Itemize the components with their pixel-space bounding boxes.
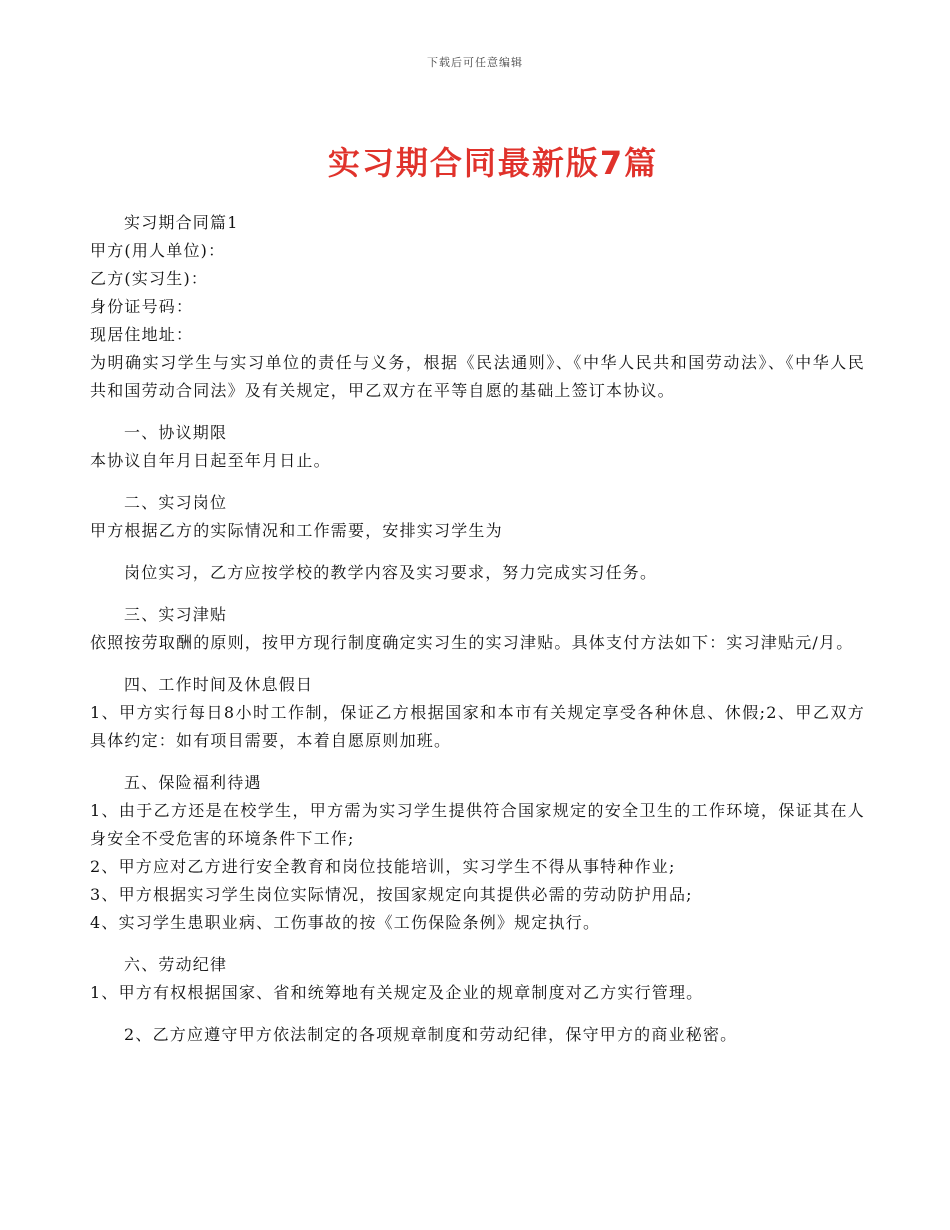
- address-line: 现居住地址：: [90, 325, 194, 344]
- paragraph: 2、乙方应遵守甲方依法制定的各项规章制度和劳动纪律，保守甲方的商业秘密。: [124, 1025, 738, 1044]
- paragraph: 1、由于乙方还是在校学生，甲方需为实习学生提供符合国家规定的安全卫生的工作环境，保证其在人身安全不受危害的环境条件下工作;: [90, 801, 865, 848]
- section-heading: 五、保险福利待遇: [124, 773, 262, 792]
- section-heading: 一、协议期限: [124, 423, 228, 442]
- paragraph: 1、甲方实行每日8小时工作制，保证乙方根据国家和本市有关规定享受各种休息、休假;2、甲乙双方具体约定：如有项目需要，本着自愿原则加班。: [90, 703, 865, 750]
- paragraph: 本协议自年月日起至年月日止。: [90, 451, 331, 470]
- id-number-line: 身份证号码：: [90, 297, 194, 316]
- paragraph: 3、甲方根据实习学生岗位实际情况，按国家规定向其提供必需的劳动防护用品;: [90, 885, 693, 904]
- header-note: 下载后可任意编辑: [427, 56, 523, 69]
- section-heading: 三、实习津贴: [124, 605, 228, 624]
- section-heading: 实习期合同篇1: [124, 213, 239, 232]
- paragraph: 依照按劳取酬的原则，按甲方现行制度确定实习生的实习津贴。具体支付方法如下：实习津贴元/月。: [90, 633, 854, 652]
- section-heading: 四、工作时间及休息假日: [124, 675, 314, 694]
- party-b-line: 乙方(实习生)：: [90, 269, 209, 288]
- section-heading: 二、实习岗位: [124, 493, 228, 512]
- paragraph: 1、甲方有权根据国家、省和统筹地有关规定及企业的规章制度对乙方实行管理。: [90, 983, 704, 1002]
- paragraph: 甲方根据乙方的实际情况和工作需要，安排实习学生为: [90, 521, 503, 540]
- party-a-line: 甲方(用人单位)：: [90, 241, 226, 260]
- paragraph: 岗位实习，乙方应按学校的教学内容及实习要求，努力完成实习任务。: [124, 563, 658, 582]
- section-heading: 六、劳动纪律: [124, 955, 228, 974]
- paragraph: 2、甲方应对乙方进行安全教育和岗位技能培训，实习学生不得从事特种作业;: [90, 857, 676, 876]
- document-title: 实习期合同最新版7篇: [327, 144, 659, 182]
- document-body: [90, 209, 865, 1049]
- preamble-paragraph: 为明确实习学生与实习单位的责任与义务，根据《民法通则》、《中华人民共和国劳动法》、《中华人民共和国劳动合同法》及有关规定，甲乙双方在平等自愿的基础上签订本协议。: [90, 353, 865, 400]
- paragraph: 4、实习学生患职业病、工伤事故的按《工伤保险条例》规定执行。: [90, 913, 601, 932]
